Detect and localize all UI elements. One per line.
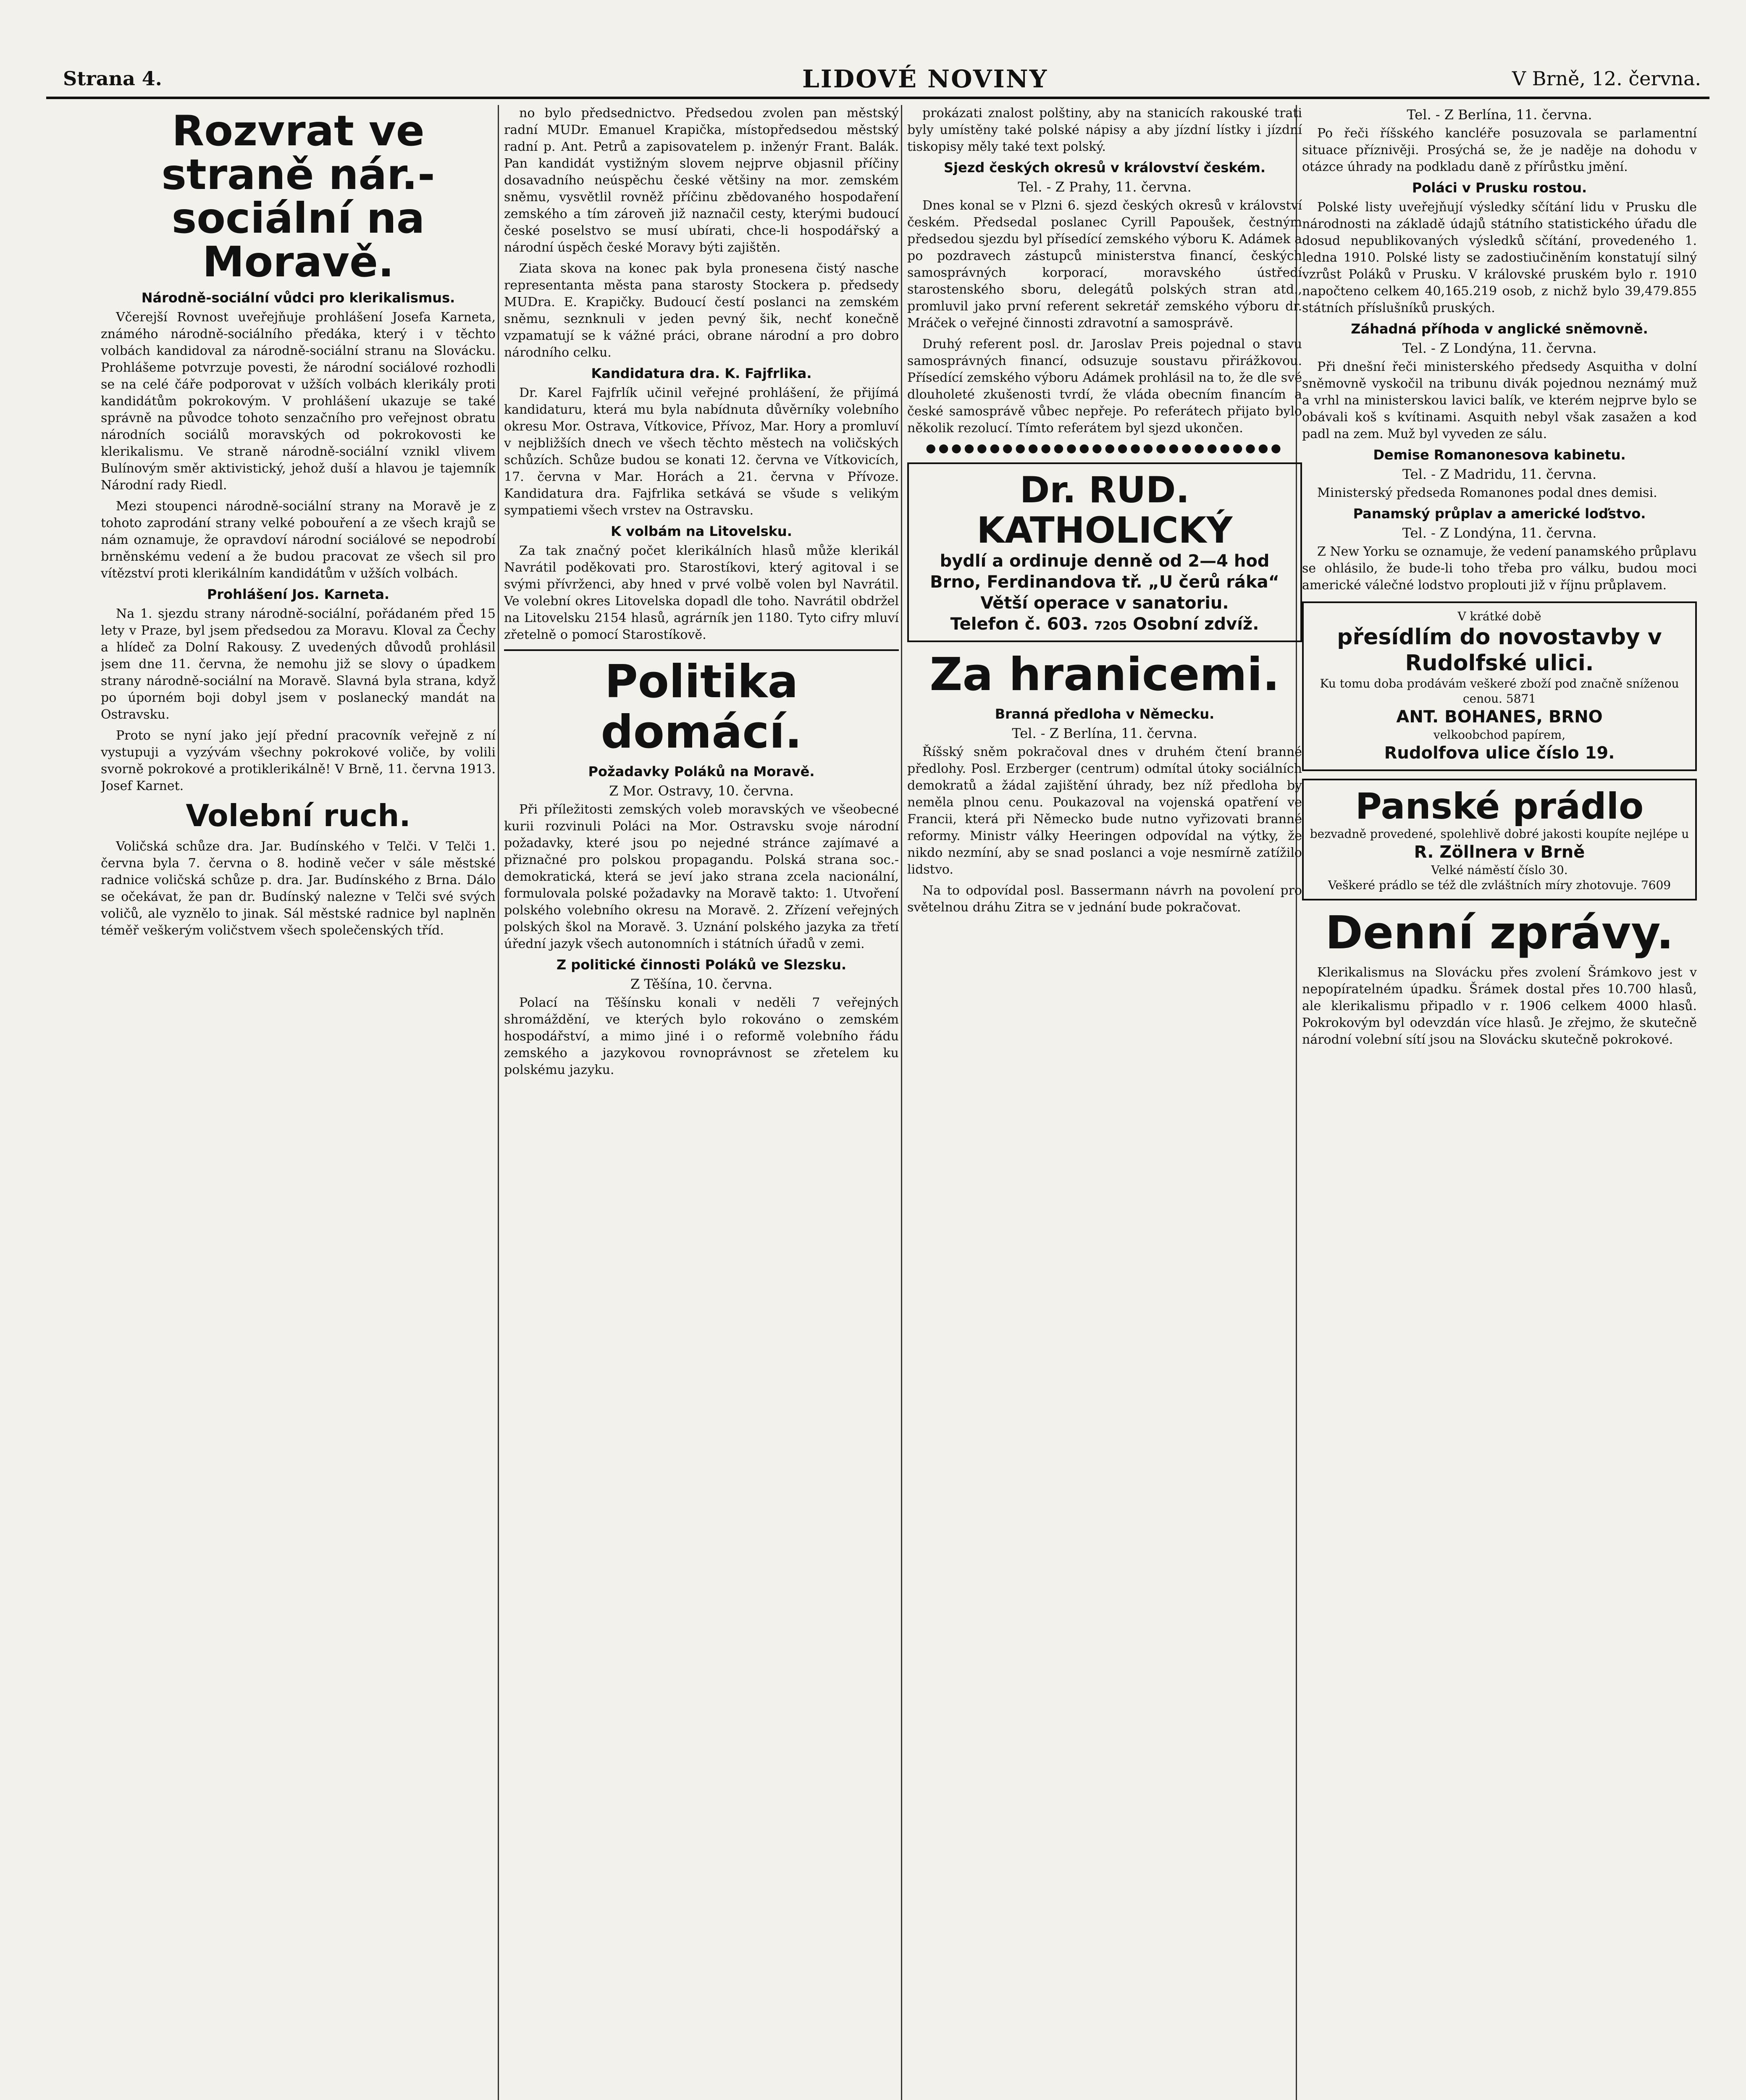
section-headline: Za hranicemi.	[929, 648, 1280, 701]
ad-title: Panské prádlo	[1355, 785, 1644, 827]
column-3	[907, 105, 1302, 2100]
article-paragraph: Proto se nyní jako její přední pracovník veřejně z ní vystupuji a vyzývám všechny pokrokové voliče, by volili svorně pokrokové a protiklerikálně! V Brně, 11. června 1913. Josef Karnet.	[101, 728, 496, 793]
article-subhead: Z politické činnosti Poláků ve Slezsku.	[556, 957, 847, 973]
article-paragraph: Z New Yorku se oznamuje, že vedení panamského průplavu se ohlásilo, že bude-li toho třeba pro válku, budou moci americké válečné lodstvo proplouti již v říjnu průplavem.	[1302, 544, 1697, 593]
ad-note	[1308, 878, 1691, 893]
article-subhead: Poláci v Prusku rostou.	[1412, 180, 1587, 196]
ad-title: přesídlím do novostavby v Rudolfské ulici.	[1337, 625, 1662, 676]
ad-small: V krátké době	[1457, 609, 1541, 623]
ad-name: ANT. BOHANES, BRNO	[1396, 707, 1603, 727]
ad-note-text: Veškeré prádlo se též dle zvláštních míry zhotovuje.	[1328, 878, 1637, 892]
article-paragraph: Mezi stoupenci národně-sociální strany na Moravě je z tohoto zaprodání strany velké pobouření a ze všech krajů se nám oznamuje, že opravdoví národní sociálové se nepodrobí brněnskému vedení a že budou pracovat ze všech sil pro vítězství proti klerikálním kandidátům v užších volbách.	[101, 499, 496, 581]
ad-address: Rudolfova ulice číslo 19.	[1384, 743, 1615, 763]
article-subhead: Branná předloha v Německu.	[995, 706, 1215, 722]
column-1	[101, 105, 496, 2100]
article-subhead: Požadavky Poláků na Moravě.	[588, 764, 815, 780]
article-paragraph: Druhý referent posl. dr. Jaroslav Preis pojednal o stavu samosprávných financí, odsuzuje soustavu přirážkovou. Přísedící zemského výboru Adámek prohlásil na to, že dle své dlouholeté zkušenosti tvrdí, že vláda obecním financím a české samosprávě vůbec nepřeje. Po referátech přijato bylo několik rezolucí. Tímto referátem byl sjezd ukončen.	[907, 337, 1302, 436]
article-paragraph: Včerejší Rovnost uveřejňuje prohlášení Josefa Karneta, známého národně-sociálního předáka, který i v těchto volbách kandidoval za národně-sociální stranu na Slovácku. Prohlášeme potvrzuje povesti, že národní sociálové rozhodli se na celé čáře podporovat v užších volbách klerikály proti kandidátům pokrokovým. V prohlášení ukazuje se také správně na původce tohoto senzačního pro veřejnost obratu národních sociálů moravských od pokrokovosti ke klerikalismu. Ve straně národně-sociální vznikl vlivem Bulínovým směr aktivistický, jehož duší a hlavou je tajemník Národní rady Riedl.	[101, 310, 496, 493]
column-rule	[498, 105, 499, 2100]
advertisement-zollner	[1302, 779, 1697, 900]
article-paragraph: Při příležitosti zemských voleb moravských ve všeobecné kurii rozvinuli Poláci na Mor. Ostravsku svoje národní požadavky, které jsou po nejedné stránce zajímavé a přiznačné pro polskou propagandu. Polská strana soc.-demokratická, která se jeví jako strana zcela nacionální, formulovala polské požadavky na Moravě takto: 1. Utvoření polského volebního okresu na Moravě. 2. Zřízení veřejných polských škol na Moravě. 3. Uznání polského jazyka za třetí úřední jazyk všech autonomních i státních úřadů v zemi.	[504, 802, 899, 951]
dateline: Tel. - Z Berlína, 11. června.	[1012, 725, 1197, 741]
column-4	[1302, 105, 1697, 2100]
article-subhead: Demise Romanonesova kabinetu.	[1373, 447, 1626, 463]
ad-note-text: Ku tomu doba prodávám veškeré zboží pod značně sníženou cenou.	[1320, 677, 1679, 706]
article-paragraph: Voličská schůze dra. Jar. Budínského v Telči. V Telči 1. června byla 7. června o 8. hodině večer v sále městské radnice voličská schůze p. dra. Jar. Budínského z Brna. Dálo se očekávat, že pan dr. Budínský nalezne v Telči své svých voličů, ale vyznělo to jinak. Sál městské radnice byl naplněn téměř veškerým voličstvem všech společenských tříd.	[101, 839, 496, 938]
ad-code: 5871	[1506, 692, 1536, 706]
article-paragraph: Za tak značný počet klerikálních hlasů může klerikál Navrátil poděkovati pro. Starostíkovi, který agitoval i se svými přívrženci, aby hned v prvé volbě volen byl Navrátil. Ve volební okres Litovelska dopadl dle toho. Navrátil obdržel na Litovelsku 2154 hlasů, agrárník jen 1180. Tyto cifry mluví zřetelně o pomocí Starostíkově.	[504, 543, 899, 642]
ad-address: Velké náměstí číslo 30.	[1431, 863, 1568, 877]
ad-line: Brno, Ferdinandova tř. „U čerů ráka“	[930, 572, 1279, 592]
dateline: Tel. - Z Berlína, 11. června.	[1407, 107, 1592, 123]
article-paragraph: Na 1. sjezdu strany národně-sociální, pořádaném před 15 lety v Praze, byl jsem předsedou za Moravu. Kloval za Čechy a hlídeč za Dolní Rakousy. Z uvedených důvodů prohlásil jsem dne 11. června, že nemohu již se slovy o úpadkem strany národně-sociální na Moravě. Slavná byla strana, když po úporném boji dobyl jsem v poslanecký mandát na Ostravsku.	[101, 606, 496, 722]
article-headline: Rozvrat ve straně nár.-sociální na Moravě.	[161, 106, 435, 286]
article-paragraph: Klerikalismus na Slovácku přes zvolení Šrámkovo jest v nepopíratelném úpadku. Šrámek dostal přes 10.700 hlasů, ale klerikalismu připadlo v r. 1906 celkem 4000 hlasů. Pokrokovým byl odevzdán více hlasů. Je zřejmo, že skutečně národní volební sítí jsou na Slovácku skutečně pokrokové.	[1302, 965, 1697, 1047]
article-subhead: K volbám na Litovelsku.	[611, 523, 792, 539]
ad-name: R. Zöllnera v Brně	[1414, 843, 1585, 862]
article-subhead: Záhadná příhoda v anglické sněmovně.	[1351, 321, 1648, 337]
article-subhead: Kandidatura dra. K. Fajfrlika.	[591, 365, 812, 381]
ad-note: Osobní zdvíž.	[1133, 614, 1259, 634]
article-paragraph: Na to odpovídal posl. Bassermann návrh na povolení pro světelnou dráhu Zitra se v jednání bude pokračovat.	[907, 883, 1302, 915]
dateline: Z Mor. Ostravy, 10. června.	[609, 783, 794, 799]
column-2	[504, 105, 899, 2100]
advertisement-katholicky	[907, 462, 1302, 642]
article-paragraph: Ziata skova na konec pak byla pronesena čistý nasche representanta města pana starosty Stockera p. předsedy MUDra. E. Krapičky. Budoucí čestí poslanci na zemském sněmu, seznknuli v jeden pevný šik, nechť konečně vzpamatují se k vážné práci, obrane národní a pro dobro národního celku.	[504, 261, 899, 360]
article-paragraph: Při dnešní řeči ministerského předsedy Asquitha v dolní sněmovně vyskočil na tribunu divák pojednou neznámý muž a vrhl na ministerskou lavici balík, ve kterém nejprve bylo se obávali koš s kvítinami. Asquith nebyl však zasažen a kod padl na zem. Muž byl vyveden ze sálu.	[1302, 360, 1697, 441]
ad-code: 7609	[1641, 878, 1671, 892]
article-subhead: Prohlášení Jos. Karneta.	[207, 586, 390, 602]
ad-line: Větší operace v sanatoriu.	[980, 593, 1229, 613]
ad-phone: Telefon č. 603.	[950, 614, 1089, 634]
ad-code: 7205	[1094, 619, 1127, 633]
section-divider	[504, 649, 899, 651]
page-number: Strana 4.	[63, 67, 162, 90]
article-paragraph: Dnes konal se v Plzni 6. sjezd českých okresů v království českém. Předsedal poslanec Cyrill Papoušek, čestným předsedou sjezdu byl přísedící zemského výboru K. Adámek a po pozdravech zástupců ministerstva financí, českých samosprávných korporací, moravského ústředí starostenského sboru, delegátů polských stran atd., promluvil jako první referent sekretář zemského výboru dr. Mráček o veřejné činnosti zdravotní a samosprávě.	[907, 198, 1302, 331]
article-paragraph: Ministerský předseda Romanones podal dnes demisi.	[1317, 486, 1657, 500]
article-paragraph: Polací na Těšínsku konali v neděli 7 veřejných shromáždění, ve kterých bylo rokováno o zemském hospodářství, a mimo jiné i o reformě volebního řádu zemského a jazykovou rovnoprávnost se zřetelem ku polskému jazyku.	[504, 995, 899, 1077]
dateline: Z Těšína, 10. června.	[630, 976, 773, 992]
dateline: Tel. - Z Prahy, 11. června.	[1018, 179, 1192, 195]
dateline: Tel. - Z Londýna, 11. června.	[1402, 340, 1597, 356]
article-paragraph: no bylo předsednictvo. Předsedou zvolen pan městský radní MUDr. Emanuel Krapička, místopředsedou městský radní p. Ant. Petrů a zapisovatelem p. inženýr Frant. Balák. Pan kandidát vystižným slovem nejprve objasnil příčiny dosavadního neúspěchu české většiny na mor. zemském sněmu, vysvětlil rovněž příčinu zbědovaného hospodaření zemského a tím zároveň již naznačil cesty, kterými budoucí české poselstvo se musí ubírati, chce-li hospodářský a národní úspěch české Moravy býti zajištěn.	[504, 106, 899, 255]
column-rule	[901, 105, 902, 2100]
article-paragraph: Po řeči říšského kancléře posuzovala se parlamentní situace příznivěji. Prosýchá se, že je naděje na dohodu v otázce úhrady na podkladu daně z přírůstku jmění.	[1302, 126, 1697, 174]
newspaper-title: LIDOVÉ NOVINY	[802, 65, 1048, 93]
ad-trade: velkoobchod papírem,	[1433, 728, 1566, 742]
ad-title: Dr. RUD. KATHOLICKÝ	[977, 469, 1233, 551]
dateline: Tel. - Z Madridu, 11. června.	[1402, 466, 1597, 482]
article-subhead: Sjezd českých okresů v království českém.	[944, 160, 1266, 176]
section-headline: Denní zprávy.	[1325, 907, 1674, 959]
dateline: Tel. - Z Londýna, 11. června.	[1402, 525, 1597, 541]
ad-phone-row	[913, 614, 1296, 635]
ad-note	[1308, 676, 1691, 706]
article-paragraph: Říšský sněm pokračoval dnes v druhém čtení branné předlohy. Posl. Erzberger (centrum) odmítal útoky sociálních demokratů a žádal zajištění úhrady, bez níž předloha by neměla plnou cenu. Poukazoval na vojenská opatření ve Francii, která při Německo bude nutno vyřizovati branné reformy. Ministr války Heeringen odpovídal na výtky, že nikdo nezmíní, aby se snad poslanci a voje nesmírně zatížilo lidstvo.	[907, 745, 1302, 877]
article-subhead: Národně-sociální vůdci pro klerikalismus.	[141, 290, 455, 306]
ad-line: bydlí a ordinuje denně od 2—4 hod	[940, 551, 1270, 571]
section-headline: Politika domácí.	[601, 656, 802, 759]
ornament-rule: ●●●●●●●●●●●●●●●●●●●●●●●●●●●●	[925, 441, 1284, 455]
article-paragraph: prokázati znalost polštiny, aby na stanicích rakouské trati byly umístěny také polské nápisy a aby jízdní lístky i jízdní tiskopisy měly také text polský.	[907, 106, 1302, 154]
advertisement-bohanes	[1302, 601, 1697, 771]
article-paragraph: Dr. Karel Fajfrlík učinil veřejné prohlášení, že přijímá kandidaturu, která mu byla nabídnuta důvěrníky volebního okresu Mor. Ostrava, Vítkovice, Přívoz, Mar. Hory a promluví v nejbližších dnech ve všech těchto městech na voličských schůzích. Schůze budou se konati 12. června ve Vítkovicích, 17. června v Mar. Horách a 21. června v Přívoze. Kandidatura dra. Fajfrlika setkává se všude s velikým sympatiemi všech vrstev na Ostravsku.	[504, 386, 899, 518]
article-paragraph: Polské listy uveřejňují výsledky sčítání lidu v Prusku dle národnosti na základě údajů státního statistického úřadu dle dosud nepublikovaných výsledků sčítání, provedeného 1. ledna 1910. Polské listy se zadostiučiněním konstatují silný vzrůst Poláků v Prusku. V královské pruském bylo r. 1910 napočteno celkem 40,165.219 osob, z nichž bylo 39,479.855 státních příslušníků pruských.	[1302, 200, 1697, 315]
article-subhead: Panamský průplav a americké loďstvo.	[1353, 506, 1646, 522]
page-header	[46, 63, 1709, 99]
issue-date: V Brně, 12. června.	[1512, 67, 1701, 90]
ad-small: bezvadně provedené, spolehlivě dobré jakosti koupíte nejlépe u	[1310, 827, 1689, 841]
section-headline: Volební ruch.	[186, 798, 411, 833]
